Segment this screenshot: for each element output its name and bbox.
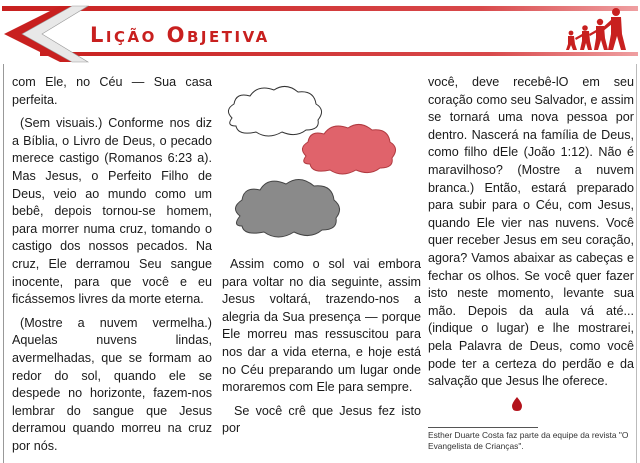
text-column-1: [12, 74, 212, 461]
column1-paragraph-1: com Ele, no Céu — Sua casa perfeita.: [12, 75, 212, 107]
column3-paragraph-1: você, deve recebê-lO em seu coração como seu Salvador, e assim se tornará uma nova pessoa por dentro. Nascerá na família de Deus, como filho dEle (João 1:12). Não é maravilhoso? (Mostre a nuvem branca.) Então, estará preparado para subir para o Céu, com Jesus, quando Ele vier nas nuvens. Você quer receber Jesus em seu coração, agora? Vamos abaixar as cabeças e fechar os olhos. Se você quer fazer isto neste momento, levante sua mão. Depois da aula vá até... (indique o lugar) e lhe mostrarei, pela Palavra de Deus, como você pode ter a certeza do perdão e da salvação que Jesus lhe oferece.: [428, 75, 634, 389]
clouds-illustration: [222, 78, 421, 253]
blood-drop-icon: [510, 396, 524, 412]
page-left-border: [3, 64, 4, 463]
column1-paragraph-3: (Mostre a nuvem vermelha.) Aquelas nuvens lindas, avermelhadas, que se formam ao redor do sol, quando ele se despede no horizonte, fazem-nos lembrar do sangue que Jesus derramou quando morreu na cruz por nós.: [12, 315, 212, 453]
column1-paragraph-2: (Sem visuais.) Conforme nos diz a Bíblia, o Livro de Deus, o pecado merece castigo (Romanos 6:23 a). Mas Jesus, o Perfeito Filho de Deus, veio ao mundo como um bebê, depois tornou-se homem, para morrer numa cruz, tomando o castigo dos nossos pecados. Na cruz, Ele derramou Seu sangue inocente, para que você e eu ficássemos livres da morte eterna.: [12, 116, 212, 307]
text-column-3: [428, 74, 634, 397]
family-silhouette-icon: [566, 8, 626, 50]
column2-paragraph-1: Assim como o sol vai embora para voltar no dia seguinte, assim Jesus voltará, trazendo-nos a alegria da Sua presença — porque Ele morreu mas ressuscitou para nos dar a vida eterna, e hoje está no Céu preparando um lugar onde moraremos com Ele para sempre.: [222, 257, 421, 395]
credit-divider: [428, 427, 538, 428]
red-cloud-icon: [302, 124, 395, 174]
column2-paragraph-2: Se você crê que Jesus fez isto por: [222, 403, 421, 436]
white-cloud-icon: [228, 86, 321, 136]
author-credit: Esther Duarte Costa faz parte da equipe da revista "O Evangelista de Crianças".: [428, 430, 629, 451]
gray-cloud-icon: [235, 179, 339, 237]
section-header: [0, 0, 640, 64]
text-column-2: [222, 256, 421, 444]
page-title: Lição Objetiva: [90, 23, 270, 47]
page-right-border: [636, 64, 637, 463]
